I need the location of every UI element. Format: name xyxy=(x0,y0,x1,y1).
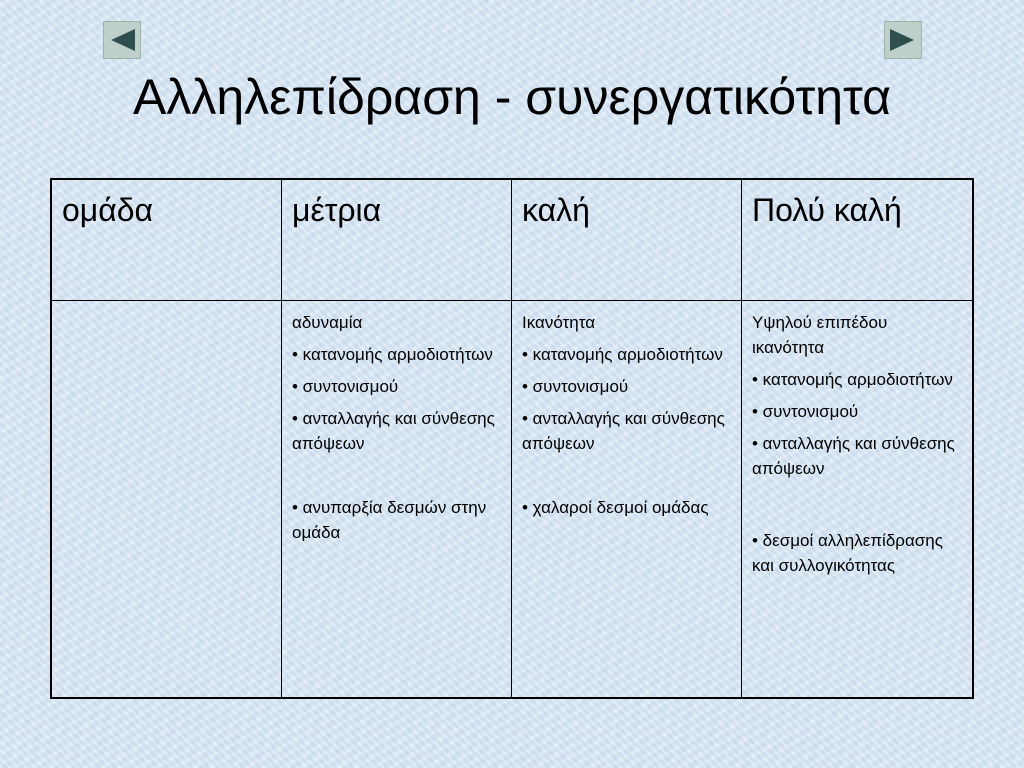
cell-line-bullet: • ανυπαρξία δεσμών στην ομάδα xyxy=(292,498,487,542)
right-arrow-icon xyxy=(888,27,918,53)
comparison-table xyxy=(50,178,974,699)
cell-line-heading: Υψηλού επιπέδου ικανότητα xyxy=(752,313,888,357)
slide-title: Αλληλεπίδραση - συνεργατικότητα xyxy=(132,69,892,125)
cell-line-bullet: • δεσμοί αλληλεπίδρασης και συλλογικότητας xyxy=(752,531,943,575)
left-arrow-icon xyxy=(107,27,137,53)
cell-line-bullet: • συντονισμού xyxy=(752,402,859,421)
body-cell-very-good xyxy=(742,301,972,697)
previous-slide-button[interactable] xyxy=(103,21,141,59)
cell-line-bullet: • ανταλλαγής και σύνθεσης απόψεων xyxy=(292,409,495,453)
cell-line-bullet: • κατανομής αρμοδιοτήτων xyxy=(292,345,493,364)
body-cell-good xyxy=(512,301,742,697)
cell-line-bullet: • ανταλλαγής και σύνθεσης απόψεων xyxy=(522,409,725,453)
cell-spacer xyxy=(522,463,733,495)
header-cell-group: ομάδα xyxy=(52,180,282,301)
next-slide-button[interactable] xyxy=(884,21,922,59)
cell-line-bullet: • χαλαροί δεσμοί ομάδας xyxy=(522,498,709,517)
cell-line-bullet: • ανταλλαγής και σύνθεσης απόψεων xyxy=(752,434,955,478)
cell-spacer xyxy=(292,463,503,495)
cell-line-heading: αδυναμία xyxy=(292,313,363,332)
cell-line-bullet: • κατανομής αρμοδιοτήτων xyxy=(522,345,723,364)
cell-line-bullet: • συντονισμού xyxy=(522,377,629,396)
cell-line-heading: Ικανότητα xyxy=(522,313,596,332)
header-cell-good: καλή xyxy=(512,180,742,301)
body-cell-group xyxy=(52,301,282,697)
cell-line-bullet: • συντονισμού xyxy=(292,377,399,396)
header-cell-very-good: Πολύ καλή xyxy=(742,180,972,301)
header-cell-moderate: μέτρια xyxy=(282,180,512,301)
body-cell-moderate xyxy=(282,301,512,697)
cell-spacer xyxy=(752,488,964,528)
cell-line-bullet: • κατανομής αρμοδιοτήτων xyxy=(752,370,953,389)
